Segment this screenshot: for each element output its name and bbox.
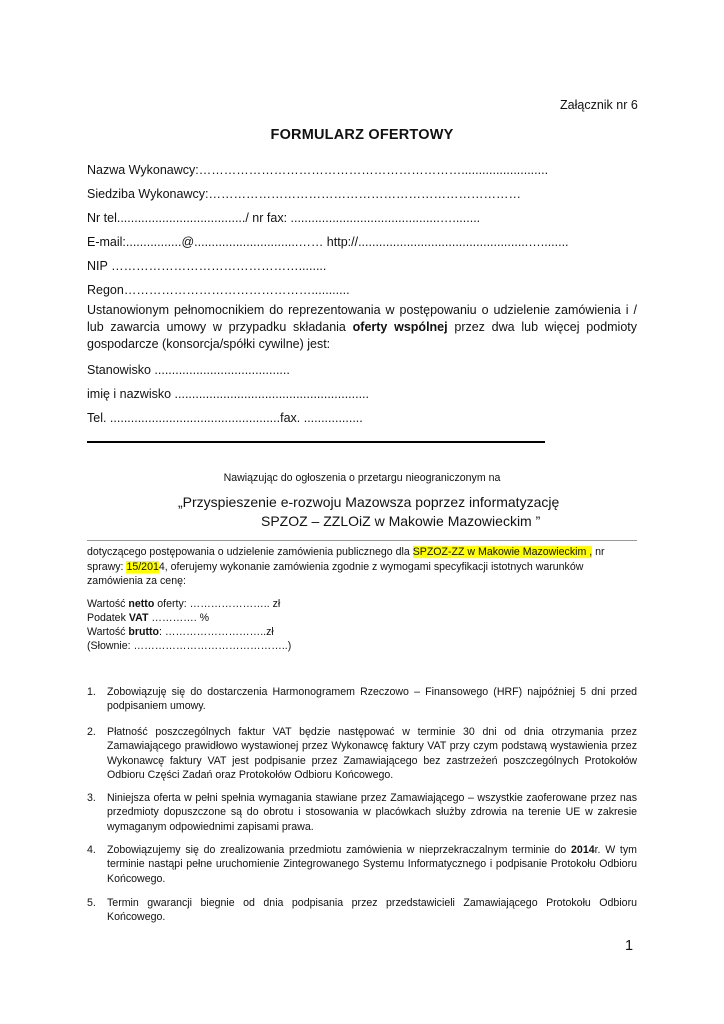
item-4-text-end: r. W tym terminie nastąpi pełne uruchomienie Zintegrowanego Systemu Informatycznego i podpisanie Protokołu Odbioru Końcowego. — [107, 844, 637, 885]
net-prefix: Wartość — [87, 598, 129, 610]
list-item-number: 1. — [87, 686, 96, 698]
proxy-text-start: Ustanowionym pełnomocnikiem do reprezentowania w postępowaniu o udzielenie zamówienia i / lub zawarcia umowy w przypadku składania — [87, 303, 637, 334]
net-suffix: oferty: ………………….. zł — [154, 598, 281, 610]
contractor-name-field: Nazwa Wykonawcy:………………………………………………………......................... — [87, 163, 549, 177]
proxy-text-end: przez dwa lub więcej podmioty gospodarcze (konsorcja/spółki cywilne) jest: — [87, 320, 638, 351]
list-item-text: Niniejsza oferta w pełni spełnia wymagania stawiane przez Zamawiającego – wszystkie zaoferowane przez nas przedmioty dopuszczone są do obrotu i stosowania w placówkach służby zdrowia na terenie UE w zakresie wymaganym odpowiednimi zapisami prawa. — [107, 792, 637, 833]
list-item-number: 4. — [87, 844, 96, 856]
tender-subject-line-2: SPZOZ – ZZLOiZ w Makowie Mazowieckim ” — [261, 513, 541, 529]
list-item-number: 5. — [87, 897, 96, 909]
phone-fax-field: Nr tel...................................../ nr fax: ...........................................…........ — [87, 211, 481, 225]
offer-paragraph — [87, 545, 639, 589]
vat-line — [87, 611, 291, 625]
attachment-label: Załącznik nr 6 — [560, 98, 638, 112]
list-item-number: 3. — [87, 792, 96, 804]
tender-intro: Nawiązując do ogłoszenia o przetargu nieograniczonym na — [223, 472, 501, 484]
vat-prefix: Podatek — [87, 612, 129, 624]
net-bold: netto — [128, 598, 155, 610]
gross-suffix: : ………………………..zł — [159, 626, 274, 638]
vat-suffix: …………. % — [148, 612, 210, 624]
offer-text-5: zamówienia za cenę: — [87, 575, 186, 587]
gross-prefix: Wartość — [87, 626, 129, 638]
offer-text-4: 4, oferujemy wykonanie zamówienia zgodnie z wymogami specyfikacji istotnych warunków — [158, 560, 584, 573]
price-values — [87, 597, 291, 653]
highlight-case-number: 15/201 — [126, 560, 159, 573]
tender-subject-line-1: „Przyspieszenie e-rozwoju Mazowsza poprzez informatyzację — [178, 494, 560, 510]
amount-in-words-line: (Słownie: ……………………………………..) — [87, 640, 292, 652]
proxy-tel-fax-field: Tel. .................................................fax. ................. — [87, 411, 363, 425]
vat-bold: VAT — [128, 612, 149, 624]
proxy-name-field: imię i nazwisko ........................................................ — [87, 387, 370, 401]
offer-text-3: sprawy: — [87, 560, 127, 573]
list-item-text: Zobowiązuję się do dostarczenia Harmonogramem Rzeczowo – Finansowego (HRF) najpóźniej 5 dni przed podpisaniem umowy. — [107, 686, 637, 713]
contractor-seat-field: Siedziba Wykonawcy:………………………………………………………………… — [87, 187, 521, 201]
email-www-field: E-mail:................@..............................…… http://.................................................…........ — [87, 235, 569, 249]
list-item-text: Płatność poszczególnych faktur VAT będzie następować w terminie 30 dni od dnia otrzymania przez Zamawiającego prawidłowo wystawionej przez Wykonawcę faktury VAT przy czym podstawą wystawienia przez Wykonawcę faktury VAT jest podpisanie przez Zamawiającego bez zastrzeżeń poszczególnych Protokołów Odbioru Części Zadań oraz Protokołów Odbioru Końcowego. — [107, 726, 637, 781]
regon-field: Regon………………………………………........... — [87, 283, 350, 297]
highlight-orderer: SPZOZ-ZZ w Makowie Mazowieckim , — [412, 546, 593, 558]
net-value-line — [87, 597, 291, 611]
item-4-text-start: Zobowiązujemy się do zrealizowania przedmiotu zamówienia w nieprzekraczalnym terminie do — [107, 844, 572, 856]
gross-value-line — [87, 625, 291, 639]
gross-bold: brutto — [128, 626, 159, 638]
offer-text-1: dotyczącego postępowania o udzielenie zamówienia publicznego dla — [87, 546, 413, 558]
proxy-text-bold: oferty wspólnej — [352, 320, 448, 334]
item-4-deadline-year: 2014 — [571, 844, 595, 856]
offer-text-2: nr — [592, 546, 605, 558]
nip-field: NIP ………………………………………........ — [87, 259, 327, 273]
separator-line — [87, 540, 637, 541]
list-item-text — [107, 843, 637, 886]
proxy-position-field: Stanowisko ....................................... — [87, 363, 290, 377]
page-number: 1 — [625, 938, 634, 954]
form-title: FORMULARZ OFERTOWY — [270, 127, 454, 143]
proxy-paragraph — [87, 302, 637, 353]
list-item-number: 2. — [87, 726, 96, 738]
horizontal-rule — [87, 441, 545, 443]
list-item-text: Termin gwarancji biegnie od dnia podpisania przez przedstawicieli Zamawiającego Protokołu Odbioru Końcowego. — [107, 897, 637, 924]
